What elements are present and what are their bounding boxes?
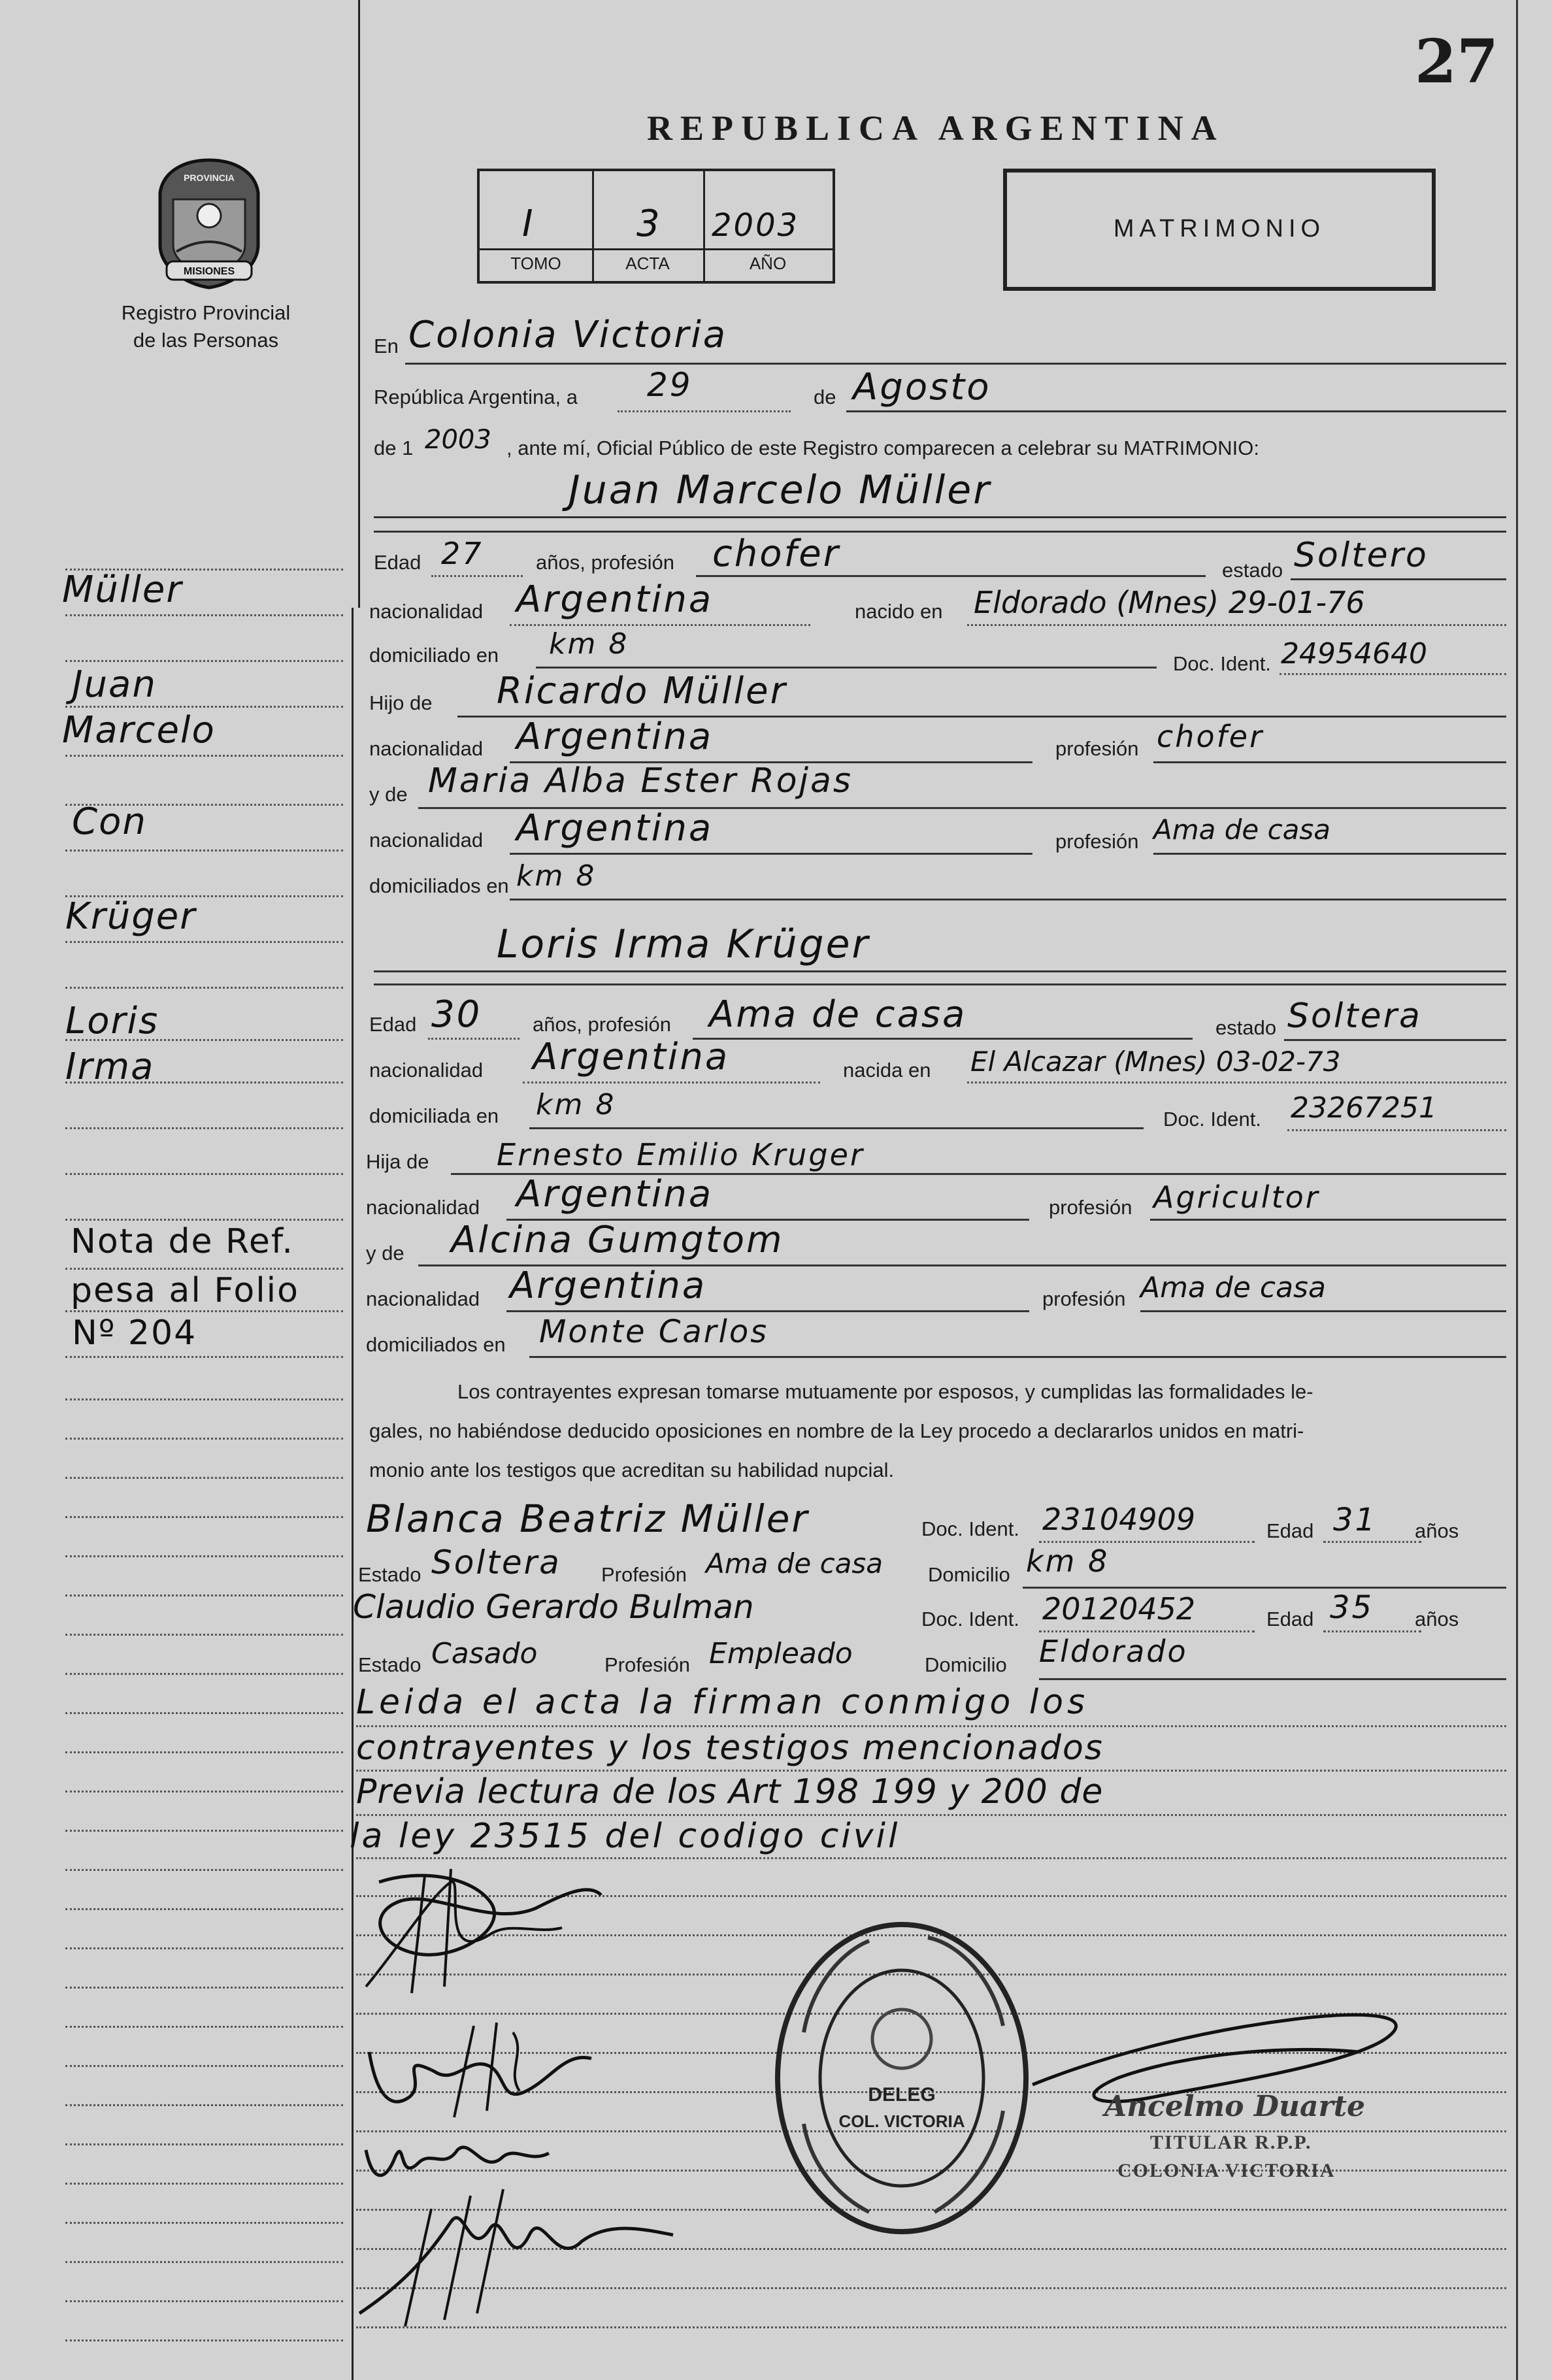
bride-nacida-label: nacida en [843, 1059, 931, 1082]
signature-groom [340, 1856, 614, 2006]
bride-mother-label: y de [366, 1242, 405, 1264]
signature-witness-2 [346, 2170, 686, 2333]
groom-father-label: Hijo de [369, 691, 433, 714]
margin-bride-second: Irma [65, 1046, 155, 1088]
witness2-estado: Casado [431, 1637, 538, 1670]
groom-estado: Soltero [1294, 536, 1428, 575]
date-year: 2003 [425, 425, 491, 455]
margin-note-line-1: Nota de Ref. [71, 1222, 294, 1261]
country-heading: REPUBLICA ARGENTINA [647, 108, 1225, 148]
bride-father-nac: Argentina [516, 1173, 714, 1215]
groom-doc-label: Doc. Ident. [1173, 652, 1271, 675]
bride-father-nac-label: nacionalidad [366, 1196, 480, 1219]
groom-father-prof: chofer [1157, 719, 1264, 754]
bride-estado-label: estado [1215, 1016, 1277, 1039]
closing-line-1: Leida el acta la firman conmigo los [356, 1683, 1089, 1722]
margin-bride-first: Loris [65, 1000, 159, 1042]
groom-father-prof-label: profesión [1055, 737, 1139, 760]
groom-profesion: chofer [712, 533, 840, 575]
en-label: En [374, 335, 399, 357]
groom-domiciliado-label: domiciliado en [369, 644, 499, 667]
registry-line-1: Registro Provincial [121, 301, 291, 324]
stamp-line-1: DELEG [868, 2084, 936, 2106]
official-office: COLONIA VICTORIA [1117, 2160, 1336, 2181]
groom-doc: 24954640 [1281, 637, 1427, 670]
bride-profesion: Ama de casa [709, 993, 967, 1036]
margin-note-line-2: pesa al Folio [71, 1271, 299, 1310]
date-day: 29 [647, 366, 693, 404]
bride-anos-profesion-label: años, profesión [533, 1013, 671, 1036]
closing-line-4: la ley 23515 del codigo civil [350, 1817, 900, 1856]
groom-nacionalidad: Argentina [516, 578, 714, 621]
bride-father-prof-label: profesión [1049, 1196, 1132, 1219]
witness1-estado-label: Estado [358, 1563, 421, 1586]
margin-rule [358, 0, 360, 608]
bride-father: Ernesto Emilio Kruger [497, 1137, 865, 1172]
stamp-line-2: COL. VICTORIA [838, 2111, 965, 2131]
place-value: Colonia Victoria [408, 314, 728, 356]
witness1-domicilio: km 8 [1026, 1544, 1110, 1579]
bride-nacionalidad: Argentina [533, 1036, 730, 1078]
bride-mother-nac: Argentina [510, 1264, 707, 1307]
witness1-edad-label: Edad [1266, 1519, 1314, 1542]
witness1-profesion-label: Profesión [601, 1563, 687, 1586]
groom-edad-label: Edad [374, 551, 421, 574]
closing-line-3: Previa lectura de los Art 198 199 y 200 de [356, 1772, 1104, 1811]
declaration-text [369, 1372, 1474, 1490]
province-seal-icon [147, 154, 271, 291]
appearance-text: , ante mí, Oficial Público de este Registro comparecen a celebrar su MATRIMONIO: [506, 437, 1260, 459]
margin-groom-surname: Müller [62, 569, 183, 611]
signature-bride [356, 2013, 618, 2124]
declaration-line-3: monio ante los testigos que acreditan su habilidad nupcial. [369, 1459, 895, 1481]
witness1-doc: 23104909 [1042, 1502, 1196, 1537]
witness2-edad-label: Edad [1266, 1608, 1314, 1630]
official-title: TITULAR R.P.P. [1150, 2132, 1312, 2153]
official-round-stamp [765, 1915, 1039, 2241]
record-type-box [1003, 169, 1436, 291]
registry-name [91, 299, 320, 354]
groom-nacido-label: nacido en [855, 600, 943, 623]
groom-father-nac: Argentina [516, 716, 714, 758]
date-prefix: República Argentina, a [374, 386, 578, 408]
right-rule [1516, 0, 1518, 2380]
groom-father-nac-label: nacionalidad [369, 737, 484, 760]
margin-con: Con [72, 801, 147, 843]
registry-line-2: de las Personas [133, 329, 279, 352]
witness2-estado-label: Estado [358, 1653, 421, 1676]
bride-nac-label: nacionalidad [369, 1059, 484, 1082]
groom-mother-label: y de [369, 783, 408, 806]
groom-parents-dom: km 8 [516, 859, 597, 893]
bride-mother: Alcina Gumgtom [451, 1219, 784, 1261]
witness2-profesion-label: Profesión [604, 1653, 690, 1676]
bride-estado: Soltera [1287, 997, 1422, 1036]
groom-domicilio: km 8 [549, 627, 629, 661]
bride-mother-prof-label: profesión [1042, 1287, 1126, 1310]
bride-mother-prof: Ama de casa [1140, 1271, 1326, 1304]
bride-doc: 23267251 [1291, 1091, 1437, 1125]
margin-rule-lower [352, 608, 354, 2380]
bride-edad-label: Edad [369, 1013, 417, 1036]
official-name: Ancelmo Duarte [1104, 2090, 1366, 2123]
witness1-domicilio-label: Domicilio [928, 1563, 1010, 1586]
groom-mother-nac-label: nacionalidad [369, 829, 484, 851]
seal-top-text: PROVINCIA [184, 173, 235, 183]
bride-edad: 30 [431, 993, 482, 1036]
margin-note-line-3: Nº 204 [72, 1314, 197, 1353]
witness2-edad: 35 [1330, 1589, 1374, 1626]
witness2-doc-label: Doc. Ident. [921, 1608, 1019, 1630]
bride-father-label: Hija de [366, 1150, 429, 1173]
margin-groom-first: Juan [72, 663, 157, 706]
bride-doc-label: Doc. Ident. [1163, 1108, 1261, 1131]
declaration-line-2: gales, no habiéndose deducido oposiciones en nombre de la Ley procedo a declararlos unidos en matri- [369, 1419, 1304, 1442]
page-number: 27 [1415, 26, 1499, 97]
bride-father-prof: Agricultor [1153, 1180, 1320, 1215]
witness1-name: Blanca Beatriz Müller [366, 1496, 810, 1541]
record-type: MATRIMONIO [1113, 215, 1326, 242]
bride-domicilio: km 8 [536, 1088, 616, 1121]
tomo-label: TOMO [510, 254, 561, 273]
witness2-profesion: Empleado [709, 1637, 853, 1670]
bride-name: Loris Irma Krüger [497, 921, 870, 967]
witness2-domicilio: Eldorado [1039, 1634, 1188, 1669]
groom-nacido: Eldorado (Mnes) 29-01-76 [974, 585, 1365, 620]
groom-anos-profesion-label: años, profesión [536, 551, 674, 574]
record-number-box [477, 169, 835, 284]
witness1-edad: 31 [1333, 1502, 1378, 1538]
groom-mother-nac: Argentina [516, 807, 714, 850]
groom-estado-label: estado [1222, 559, 1283, 582]
acta-value: 3 [636, 203, 662, 245]
witness1-anos-label: años [1415, 1519, 1459, 1542]
date-month: Agosto [853, 366, 991, 408]
bride-nacida: El Alcazar (Mnes) 03-02-73 [970, 1046, 1341, 1078]
declaration-line-1: Los contrayentes expresan tomarse mutuamente por esposos, y cumplidas las formalidades le- [457, 1380, 1313, 1403]
groom-parents-dom-label: domiciliados en [369, 874, 509, 897]
witness1-doc-label: Doc. Ident. [921, 1517, 1019, 1540]
seal-bottom-text: MISIONES [183, 266, 235, 277]
date-de-label: de [814, 386, 836, 408]
witness2-name: Claudio Gerardo Bulman [353, 1588, 754, 1626]
bride-mother-nac-label: nacionalidad [366, 1287, 480, 1310]
witness2-anos-label: años [1415, 1608, 1459, 1630]
margin-groom-second: Marcelo [62, 709, 216, 752]
closing-line-2: contrayentes y los testigos mencionados [356, 1728, 1104, 1768]
margin-bride-surname: Krüger [65, 895, 197, 938]
tomo-value: I [522, 203, 535, 245]
witness1-profesion: Ama de casa [706, 1547, 883, 1579]
groom-mother: Maria Alba Ester Rojas [428, 761, 853, 801]
witness1-estado: Soltera [431, 1544, 561, 1581]
groom-name: Juan Marcelo Müller [569, 467, 991, 513]
bride-parents-dom-label: domiciliados en [366, 1333, 506, 1356]
year-prefix: de 1 [374, 437, 414, 459]
bride-parents-dom: Monte Carlos [539, 1314, 769, 1350]
witness2-domicilio-label: Domicilio [925, 1653, 1007, 1676]
groom-edad: 27 [441, 536, 484, 571]
ano-value: 2003 [712, 207, 800, 244]
ano-label: AÑO [749, 254, 787, 273]
acta-label: ACTA [625, 254, 670, 273]
groom-mother-prof: Ama de casa [1153, 814, 1331, 846]
bride-domiciliada-label: domiciliada en [369, 1104, 499, 1127]
witness2-doc: 20120452 [1042, 1591, 1196, 1627]
groom-father: Ricardo Müller [497, 670, 787, 712]
groom-nac-label: nacionalidad [369, 600, 484, 623]
groom-mother-prof-label: profesión [1055, 830, 1139, 853]
